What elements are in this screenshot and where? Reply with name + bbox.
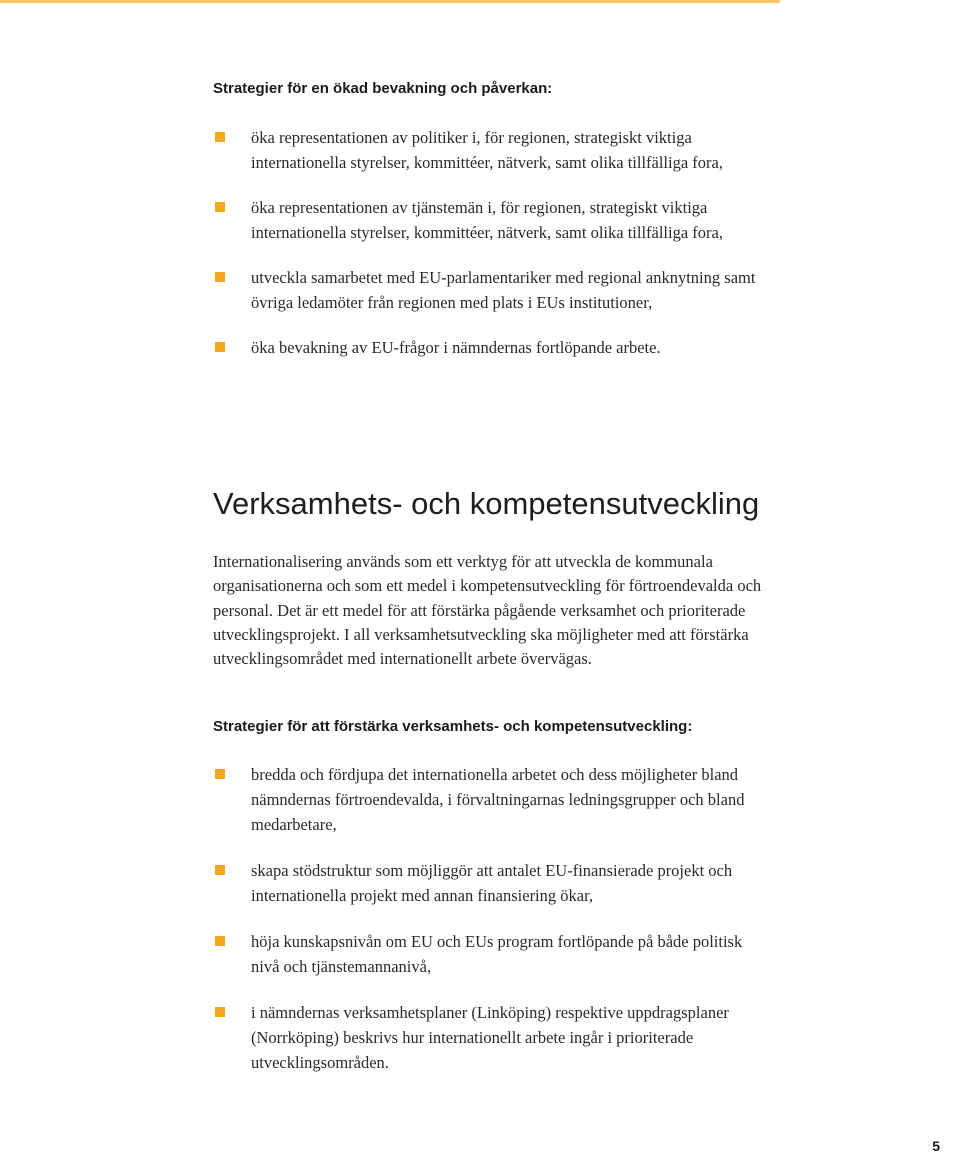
page-number: 5 — [932, 1138, 940, 1154]
square-bullet-icon — [215, 132, 225, 142]
list-item — [213, 929, 773, 979]
list-item-text: öka representationen av tjänstemän i, för regionen, strategiskt viktiga internationella styrelser, kommittéer, nätverk, samt olika tillfälliga fora, — [251, 198, 723, 242]
list-item-text: i nämndernas verksamhetsplaner (Linköping) respektive uppdragsplaner (Norrköping) beskrivs hur internationellt arbete ingår i prioriterade utvecklingsområden. — [251, 1003, 729, 1072]
list-item-text: utveckla samarbetet med EU-parlamentariker med regional anknytning samt övriga ledamöter från regionen med plats i EUs institutioner, — [251, 268, 756, 312]
square-bullet-icon — [215, 342, 225, 352]
strategy-list-1 — [213, 125, 773, 380]
list-item — [213, 265, 773, 315]
list-item — [213, 335, 773, 360]
list-item-text: öka bevakning av EU-frågor i nämndernas fortlöpande arbete. — [251, 338, 661, 357]
strategy-heading-2: Strategier för att förstärka verksamhets- och kompetensutveckling: — [213, 718, 693, 735]
square-bullet-icon — [215, 202, 225, 212]
square-bullet-icon — [215, 272, 225, 282]
list-item — [213, 858, 773, 908]
list-item — [213, 125, 773, 175]
list-item — [213, 195, 773, 245]
square-bullet-icon — [215, 865, 225, 875]
list-item-text: höja kunskapsnivån om EU och EUs program fortlöpande på både politisk nivå och tjänstemannanivå, — [251, 932, 743, 976]
square-bullet-icon — [215, 936, 225, 946]
top-accent-rule — [0, 0, 780, 3]
list-item-text: skapa stödstruktur som möjliggör att antalet EU-finansierade projekt och internationella projekt med annan finansiering ökar, — [251, 861, 733, 905]
section-title: Verksamhets- och kompetensutveckling — [213, 486, 760, 521]
square-bullet-icon — [215, 1007, 225, 1017]
list-item-text: bredda och fördjupa det internationella arbetet och dess möjligheter bland nämndernas förtroendevalda, i förvaltningarnas ledningsgrupper och bland medarbetare, — [251, 765, 745, 834]
list-item-text: öka representationen av politiker i, för regionen, strategiskt viktiga internationella styrelser, kommittéer, nätverk, samt olika tillfälliga fora, — [251, 128, 723, 172]
body-paragraph: Internationalisering används som ett verktyg för att utveckla de kommunala organisationerna och som ett medel i kompetensutveckling för förtroendevalda och personal. Det är ett medel för att förstärka pågående verksamhet och prioriterade utvecklingsprojekt. I all verksamhetsutveckling ska möjligheter med att förstärka utvecklingsområdet med internationellt arbete övervägas. — [213, 552, 762, 669]
list-item — [213, 762, 773, 837]
list-item — [213, 1000, 773, 1075]
strategy-heading-1: Strategier för en ökad bevakning och påverkan: — [213, 80, 553, 97]
strategy-list-2 — [213, 762, 773, 1096]
square-bullet-icon — [215, 769, 225, 779]
